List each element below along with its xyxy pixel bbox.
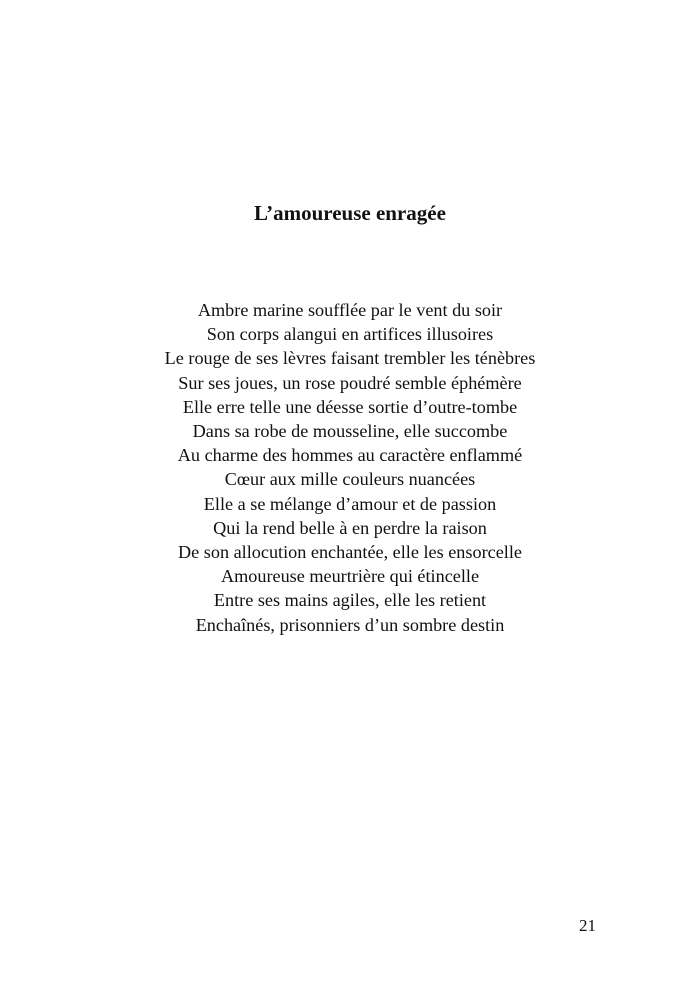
page-number: 21 <box>579 916 596 935</box>
poem-line: Elle erre telle une déesse sortie d’outre-tombe <box>182 396 518 417</box>
poem-line: Enchaînés, prisonniers d’un sombre destin <box>195 614 505 635</box>
poem-line: Entre ses mains agiles, elle les retient <box>213 590 487 611</box>
poem-line: Qui la rend belle à en perdre la raison <box>213 517 487 538</box>
poem-line: Cœur aux mille couleurs nuancées <box>224 469 476 490</box>
poem-line: Son corps alangui en artifices illusoires <box>206 324 494 345</box>
poem-line: Sur ses joues, un rose poudré semble éphémère <box>178 372 522 393</box>
poem-title: L’amoureuse enragée <box>254 201 446 225</box>
poem-line: Amoureuse meurtrière qui étincelle <box>220 566 480 587</box>
poem-line: Ambre marine soufflée par le vent du soir <box>197 300 503 320</box>
poem-line: Dans sa robe de mousseline, elle succombe <box>192 421 508 442</box>
poem-line: Elle a se mélange d’amour et de passion <box>203 493 497 514</box>
poem-line: De son allocution enchantée, elle les ensorcelle <box>178 542 522 563</box>
poem-line: Au charme des hommes au caractère enflammé <box>177 445 523 466</box>
poem-line: Le rouge de ses lèvres faisant trembler les ténèbres <box>164 348 536 369</box>
poem-body <box>0 298 700 637</box>
